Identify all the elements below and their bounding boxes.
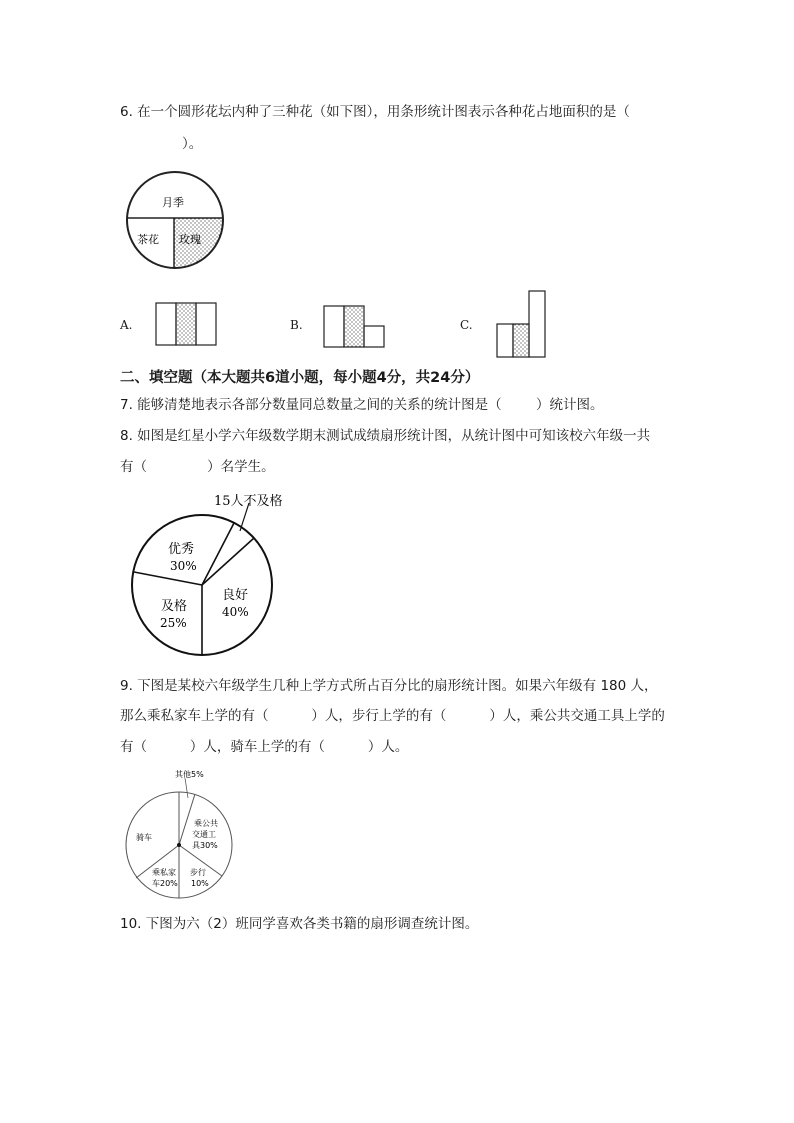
q9-pie-center <box>177 843 181 847</box>
q9-label-bike: 骑车 <box>136 833 152 842</box>
q8-slice-divider <box>202 523 234 585</box>
q6-text-line2: ）。 <box>182 136 203 152</box>
q6-option-c-bars <box>496 290 550 360</box>
q8-value-liang: 40% <box>222 605 249 619</box>
q9-label-car-2: 车20% <box>152 879 178 888</box>
q10-text: 10. 下图为六（2）班同学喜欢各类书籍的扇形调查统计图。 <box>120 916 479 932</box>
q6-option-b-label: B. <box>290 318 303 332</box>
q6-option-b-bars <box>323 305 387 349</box>
q9-label-other: 其他5% <box>175 770 204 779</box>
q8-pie-chart <box>128 488 298 660</box>
q9-label-bus-1: 乘公共 <box>194 819 218 828</box>
q6-label-chahua: 茶花 <box>137 233 159 246</box>
q6-option-a-bars <box>155 302 219 348</box>
q9-label-bus-2: 交通工 <box>192 830 216 839</box>
q8-text-line2: 有（ ）名学生。 <box>120 459 275 475</box>
q8-value-jige: 25% <box>160 616 187 630</box>
q8-text-line1: 8. 如图是红星小学六年级数学期末测试成绩扇形统计图，从统计图中可知该校六年级一共 <box>120 428 651 444</box>
q6-option-c-label: C. <box>460 318 473 332</box>
q6-option-a-label: A. <box>120 318 133 332</box>
q8-value-youxiu: 30% <box>170 559 197 573</box>
q8-label-jige: 及格 <box>161 599 188 614</box>
q8-slice-divider <box>202 538 254 585</box>
q8-slice-divider <box>134 572 202 585</box>
q9-callout-line <box>185 778 188 798</box>
q6-label-yueji: 月季 <box>162 196 184 209</box>
q8-callout-label: 15人不及格 <box>214 494 283 509</box>
q7-text: 7. 能够清楚地表示各部分数量同总数量之间的关系的统计图是（ ）统计图。 <box>120 397 604 413</box>
q6-flowerbed-figure <box>120 168 230 272</box>
q9-label-car-1: 乘私家 <box>152 868 176 877</box>
q8-label-liang: 良好 <box>222 588 249 603</box>
q9-label-bus-3: 具30% <box>192 841 218 850</box>
q8-label-youxiu: 优秀 <box>168 542 195 557</box>
q9-text-line3: 有（ ）人，骑车上学的有（ ）人。 <box>120 739 409 755</box>
section2-heading: 二、填空题（本大题共6道小题，每小题4分，共24分） <box>120 370 480 386</box>
q9-label-walk-1: 步行 <box>190 868 206 877</box>
q9-label-walk-2: 10% <box>191 879 209 888</box>
q9-text-line1: 9. 下图是某校六年级学生几种上学方式所占百分比的扇形统计图。如果六年级有 180 人， <box>120 678 658 694</box>
q6-label-meigui: 玫瑰 <box>179 233 201 246</box>
q9-pie-chart <box>118 766 248 900</box>
q9-text-line2: 那么乘私家车上学的有（ ）人，步行上学的有（ ）人，乘公共交通工具上学的 <box>120 708 665 724</box>
q6-text-line1: 6. 在一个圆形花坛内种了三种花（如下图），用条形统计图表示各种花占地面积的是（ <box>120 104 630 120</box>
